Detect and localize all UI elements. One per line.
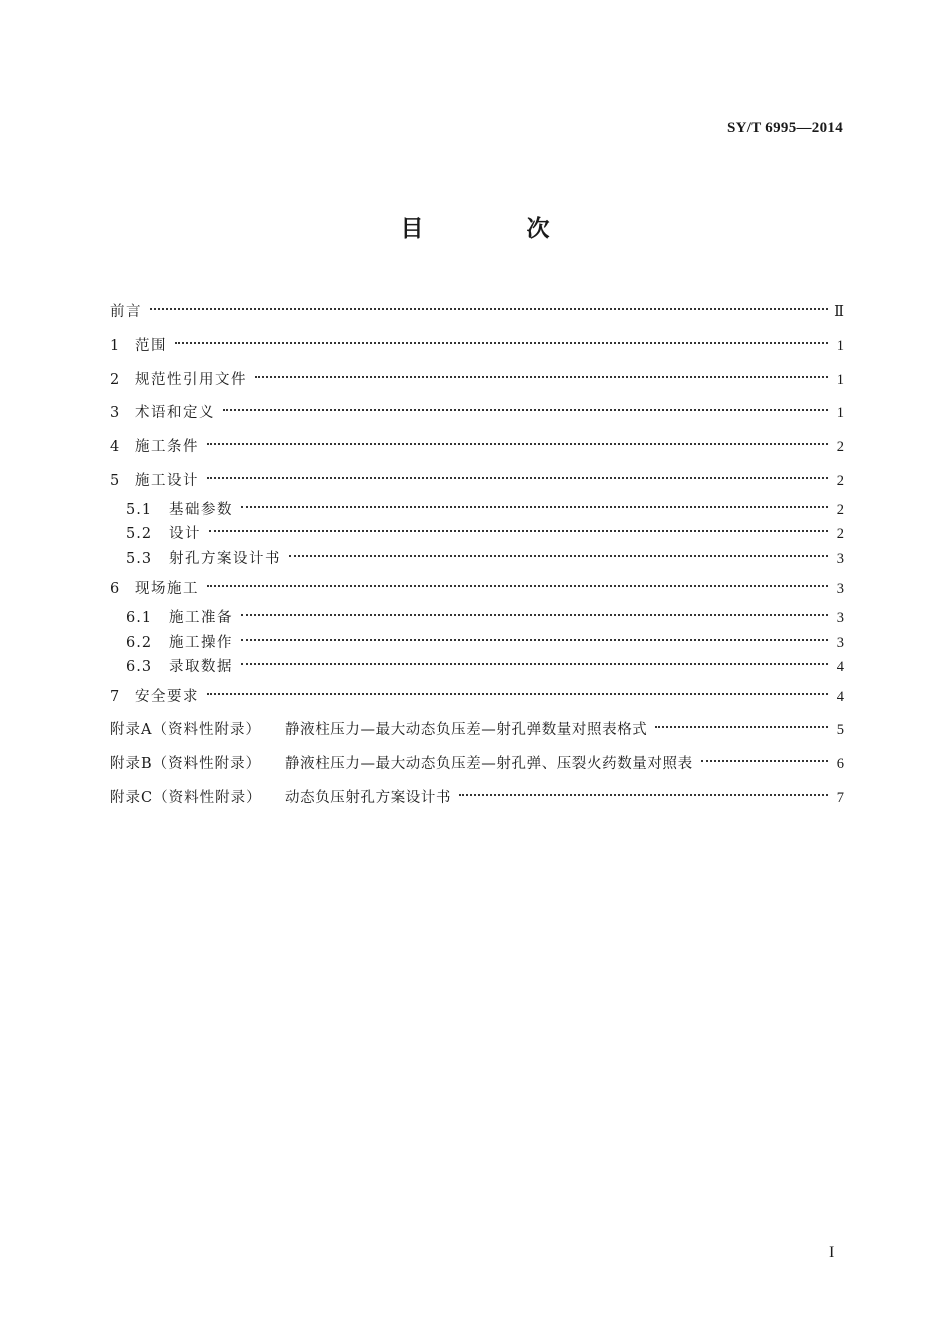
toc-section-number: 2 <box>110 372 121 388</box>
dot-leader <box>655 714 828 734</box>
dot-leader <box>207 431 828 451</box>
dot-leader <box>150 296 828 316</box>
toc-entry-5[interactable] <box>110 465 844 491</box>
toc-entry-4[interactable] <box>110 431 844 457</box>
dot-leader <box>241 627 828 647</box>
toc-page-number: 3 <box>836 635 844 651</box>
page-number: I <box>829 1244 835 1261</box>
toc-entry-text: 设计 <box>169 526 201 542</box>
toc-section-number: 5.1 <box>126 502 153 518</box>
toc-entry-text: 静液柱压力—最大动态负压差—射孔弹数量对照表格式 <box>285 722 648 738</box>
toc-entry-appendix-b[interactable] <box>110 748 844 774</box>
toc-entry-text: 录取数据 <box>169 659 233 675</box>
toc-page-number: 2 <box>836 439 844 455</box>
toc-page-number: 5 <box>836 722 844 738</box>
dot-leader <box>241 602 828 622</box>
toc-page-number: 2 <box>836 473 844 489</box>
toc-entry-2[interactable] <box>110 364 844 390</box>
dot-leader <box>701 748 828 768</box>
toc-page-number: 1 <box>836 372 844 388</box>
dot-leader <box>459 782 828 802</box>
toc-appendix-label: 附录B（资料性附录） <box>110 756 262 772</box>
toc-entry-7[interactable] <box>110 681 844 707</box>
standard-code: SY/T 6995—2014 <box>726 120 843 136</box>
toc-section-number: 6 <box>110 581 121 597</box>
toc-page-number: 4 <box>836 659 844 675</box>
toc-appendix-label: 附录A（资料性附录） <box>110 722 261 738</box>
toc-entry-text: 现场施工 <box>135 581 199 597</box>
toc-section-number: 3 <box>110 405 121 421</box>
dot-leader <box>223 397 828 417</box>
toc-section-number: 7 <box>110 689 121 705</box>
dot-leader <box>207 465 828 485</box>
toc-page-number: 4 <box>836 689 844 705</box>
toc-appendix-label: 附录C（资料性附录） <box>110 790 262 806</box>
toc-entry-preface[interactable] <box>110 296 844 322</box>
toc-page-number: Ⅱ <box>834 304 844 320</box>
dot-leader <box>255 364 828 384</box>
toc-entry-text: 施工设计 <box>135 473 199 489</box>
toc-entry-text: 前言 <box>110 304 142 320</box>
toc-entry-6-1[interactable] <box>126 602 844 628</box>
toc-entry-1[interactable] <box>110 330 844 356</box>
toc-page-number: 2 <box>836 502 844 518</box>
toc-entry-5-2[interactable] <box>126 518 844 544</box>
toc-entry-5-3[interactable] <box>126 543 844 569</box>
toc-entry-text: 动态负压射孔方案设计书 <box>285 790 452 806</box>
toc-entry-text: 静液柱压力—最大动态负压差—射孔弹、压裂火药数量对照表 <box>285 756 693 772</box>
toc-section-number: 6.2 <box>126 635 153 651</box>
toc-entry-6-3[interactable] <box>126 651 844 677</box>
toc-entry-text: 规范性引用文件 <box>135 372 247 388</box>
toc-page-number: 2 <box>836 526 844 542</box>
toc-page-number: 1 <box>836 405 844 421</box>
toc-entry-text: 安全要求 <box>135 689 199 705</box>
toc-section-number: 6.3 <box>126 659 153 675</box>
toc-entry-text: 射孔方案设计书 <box>169 551 281 567</box>
dot-leader <box>289 543 828 563</box>
toc-section-number: 4 <box>110 439 121 455</box>
toc-section-number: 5.3 <box>126 551 153 567</box>
toc-page-number: 3 <box>836 551 844 567</box>
dot-leader <box>241 494 828 514</box>
toc-entry-text: 施工准备 <box>169 610 233 626</box>
dot-leader <box>175 330 828 350</box>
toc-entry-text: 基础参数 <box>169 502 233 518</box>
toc-entry-3[interactable] <box>110 397 844 423</box>
toc-section-number: 5 <box>110 473 121 489</box>
toc-entry-text: 施工条件 <box>135 439 199 455</box>
toc-page-number: 3 <box>836 610 844 626</box>
dot-leader <box>241 651 828 671</box>
dot-leader <box>207 573 828 593</box>
toc-entry-text: 施工操作 <box>169 635 233 651</box>
toc-section-number: 5.2 <box>126 526 153 542</box>
toc-entry-text: 范围 <box>135 338 167 354</box>
toc-page-number: 1 <box>836 338 844 354</box>
toc-entry-6[interactable] <box>110 573 844 599</box>
toc-entry-text: 术语和定义 <box>135 405 215 421</box>
toc-page-number: 6 <box>836 756 844 772</box>
toc-entry-appendix-c[interactable] <box>110 782 844 808</box>
toc-page-number: 7 <box>836 790 844 806</box>
page-title: 目 次 <box>400 216 590 242</box>
toc-section-number: 1 <box>110 338 121 354</box>
dot-leader <box>209 518 828 538</box>
toc-page-number: 3 <box>836 581 844 597</box>
toc-entry-6-2[interactable] <box>126 627 844 653</box>
toc-entry-appendix-a[interactable] <box>110 714 844 740</box>
toc-entry-5-1[interactable] <box>126 494 844 520</box>
dot-leader <box>207 681 828 701</box>
toc-section-number: 6.1 <box>126 610 153 626</box>
